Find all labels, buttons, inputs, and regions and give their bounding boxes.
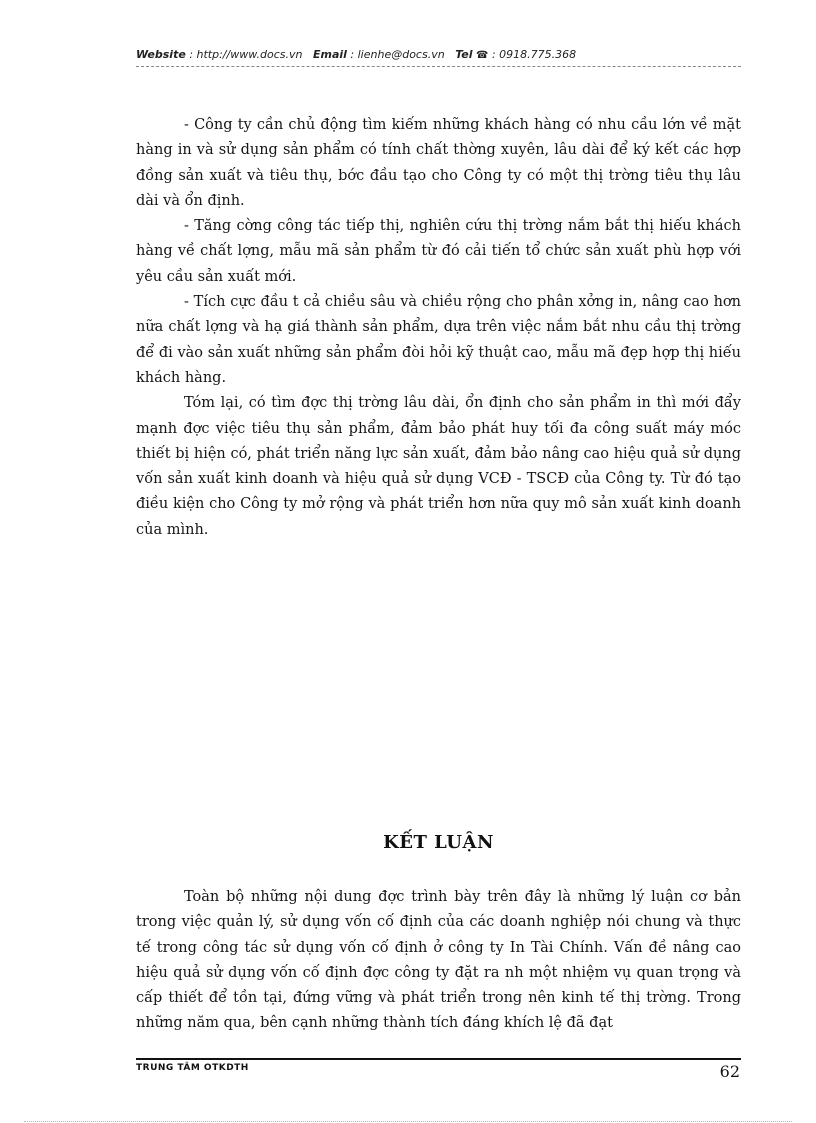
page-bottom-edge	[24, 1121, 792, 1122]
body-section-1	[136, 113, 741, 543]
email-address[interactable]: : lienhe@docs.vn	[350, 48, 445, 61]
conclusion-section	[136, 885, 741, 1037]
page-header	[136, 48, 741, 61]
page-number: 62	[719, 1062, 740, 1081]
paragraph: - Tích cực đầu t cả chiều sâu và chiều rộng cho phân xởng in, nâng cao hơn nữa chất lợng và hạ giá thành sản phẩm, dựa trên việc nắm bắt nhu cầu thị trờng để đi vào sản xuất những sản phẩm đòi hỏi kỹ thuật cao, mẫu mã đẹp hợp thị hiếu khách hàng.	[136, 294, 741, 386]
website-label: Website	[136, 48, 186, 61]
website-url[interactable]: : http://www.docs.vn	[189, 48, 303, 61]
paragraph: - Tăng cờng công tác tiếp thị, nghiên cứu thị trờng nắm bắt thị hiếu khách hàng về chất lợng, mẫu mã sản phẩm từ đó cải tiến tổ chức sản xuất phù hợp với yêu cầu sản xuất mới.	[136, 218, 741, 285]
email-label: Email	[312, 48, 347, 61]
phone-icon: ☎	[476, 50, 489, 61]
tel-number: : 0918.775.368	[491, 48, 577, 61]
tel-label: Tel	[455, 48, 473, 61]
paragraph: Tóm lại, có tìm đợc thị trờng lâu dài, ổn định cho sản phẩm in thì mới đẩy mạnh đợc việc tiêu thụ sản phẩm, đảm bảo phát huy tối đa công suất máy móc thiết bị hiện có, phát triển năng lực sản xuất, đảm bảo nâng cao hiệu quả sử dụng vốn sản xuất kinh doanh và hiệu quả sử dụng VCĐ - TSCĐ của Công ty. Từ đó tạo điều kiện cho Công ty mở rộng và phát triển hơn nữa quy mô sản xuất kinh doanh của mình.	[136, 395, 741, 538]
paragraph: Toàn bộ những nội dung đợc trình bày trên đây là những lý luận cơ bản trong việc quản lý, sử dụng vốn cố định của các doanh nghiệp nói chung và thực tế trong công tác sử dụng vốn cố định ở công ty In Tài Chính. Vấn đề nâng cao hiệu quả sử dụng vốn cố định đợc công ty đặt ra nh một nhiệm vụ quan trọng và cấp thiết để tồn tại, đứng vững và phát triển trong nên kinh tế thị trờng. Trong những năm qua, bên cạnh những thành tích đáng khích lệ đã đạt	[136, 889, 741, 1032]
conclusion-heading: KẾT LUẬN	[383, 832, 494, 853]
footer-organization: TRUNG TÂM OTKDTH	[136, 1063, 249, 1073]
footer-divider	[136, 1058, 741, 1060]
header-divider	[136, 66, 741, 67]
paragraph: - Công ty cần chủ động tìm kiếm những khách hàng có nhu cầu lớn về mặt hàng in và sử dụng sản phẩm có tính chất thờng xuyên, lâu dài để ký kết các hợp đồng sản xuất và tiêu thụ, bớc đầu tạo cho Công ty có một thị trờng tiêu thụ lâu dài và ổn định.	[136, 117, 741, 209]
